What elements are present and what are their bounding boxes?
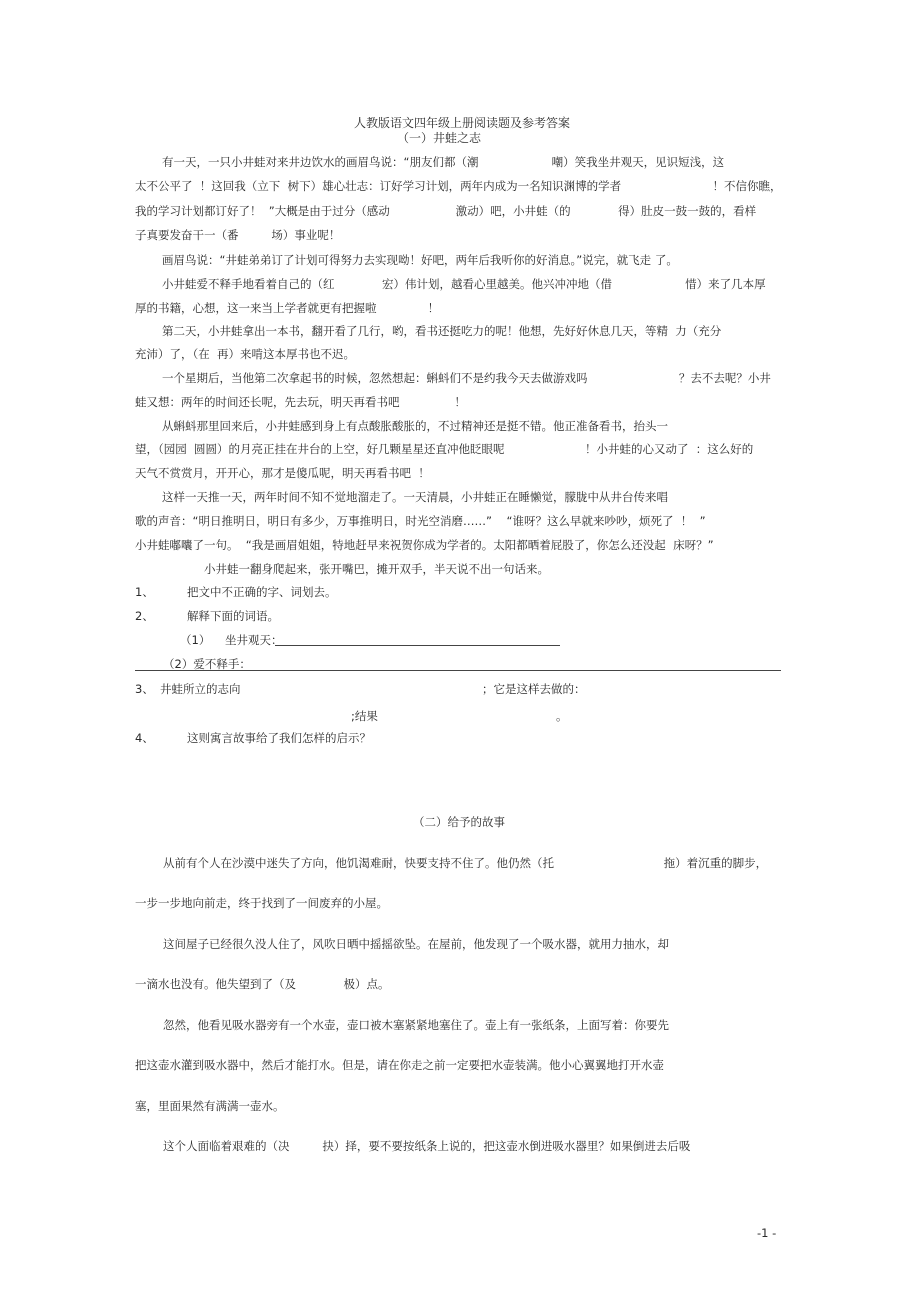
question-4-text: 这则寓言故事给了我们怎样的启示？ <box>187 731 371 745</box>
question-3-text-c: ;结果 <box>351 709 378 723</box>
question-2a-label: （1） 坐井观天： <box>180 633 283 647</box>
question-4-number: 4、 <box>135 731 154 745</box>
question-2b-label: （2）爱不释手： <box>163 657 251 671</box>
question-2-number: 2、 <box>135 609 154 623</box>
paragraph-8: 小井蛙一翻身爬起来，张开嘴巴，摊开双手，半天说不出一句话来。 <box>204 562 549 576</box>
paragraph-6-line-1: 从蝌蚪那里回来后，小井蛙感到身上有点酸胀酸胀的，不过精神还是挺不错。他正准备看书，抬头一 <box>162 419 668 433</box>
page-number: -1 - <box>757 1226 777 1240</box>
question-2-text: 解释下面的词语。 <box>187 609 279 623</box>
story-2-line-1: 从前有个人在沙漠中迷失了方向，他饥渴难耐，快要支持不住了。他仍然（托 拖）着沉重的脚步， <box>163 856 768 870</box>
question-3-number: 3、 <box>135 682 154 696</box>
story-2-line-8: 这个人面临着艰难的（决 抉）择，要不要按纸条上说的，把这壶水倒进吸水器里？如果倒进去后吸 <box>163 1139 691 1153</box>
paragraph-3-line-2: 厚的书籍，心想，这一来当上学者就更有把握啦 ！ <box>135 301 440 315</box>
question-3-text-d: 。 <box>556 709 568 723</box>
paragraph-7-line-3: 小井蛙嘟囔了一句。 “我是画眉姐姐，特地赶早来祝贺你成为学者的。太阳都晒着屁股了，你怎么还没起 床呀？” <box>135 538 714 552</box>
story-2-line-3: 这间屋子已经很久没人住了，风吹日晒中摇摇欲坠。在屋前，他发现了一个吸水器，就用力抽水，却 <box>163 937 669 951</box>
paragraph-4-line-2: 充沛）了，（在 再）来啃这本厚书也不迟。 <box>135 347 356 361</box>
paragraph-5-line-1: 一个星期后，当他第二次拿起书的时候，忽然想起：蝌蚪们不是约我今天去做游戏吗 ？去不去呢？小井 <box>162 371 771 385</box>
paragraph-6-line-3: 天气不赏赏月，开开心，那才是傻瓜呢，明天再看书吧 ！ <box>135 466 430 480</box>
question-2b-answer-line[interactable] <box>135 670 781 671</box>
story-2-line-7: 塞，里面果然有满满一壶水。 <box>135 1099 285 1113</box>
question-1-number: 1、 <box>135 585 154 599</box>
paragraph-7-line-1: 这样一天推一天，两年时间不知不觉地溜走了。一天清晨，小井蛙正在睡懒觉，朦胧中从井台传来唱 <box>162 490 668 504</box>
question-1-text: 把文中不正确的字、词划去。 <box>187 585 337 599</box>
question-3-text-b: ；它是这样去做的： <box>482 682 586 696</box>
paragraph-5-line-2: 蛙又想：两年的时间还长呢，先去玩，明天再看书吧 ！ <box>135 395 466 409</box>
paragraph-1-line-2: 太不公平了 ！这回我（立下 树下）雄心壮志：订好学习计划，两年内成为一名知识渊博的学者 ！不信你瞧， <box>135 179 782 193</box>
section-2-heading: （二）给予的故事 <box>413 815 505 829</box>
story-2-line-5: 忽然，他看见吸水器旁有一个水壶，壶口被木塞紧紧地塞住了。壶上有一张纸条，上面写着：你要先 <box>163 1018 669 1032</box>
question-3-text-a: 井蛙所立的志向 <box>160 682 241 696</box>
story-2-line-6: 把这壶水灌到吸水器中，然后才能打水。但是，请在你走之前一定要把水壶装满。他小心翼翼地打开水壶 <box>135 1058 664 1072</box>
paragraph-1-line-1: 有一天，一只小井蛙对来井边饮水的画眉鸟说：“朋友们都（潮 嘲）笑我坐井观天，见识短浅，这 <box>162 155 725 169</box>
paragraph-3-line-1: 小井蛙爱不释手地看着自己的（红 宏）伟计划，越看心里越美。他兴冲冲地（借 惜）来了几本厚 <box>162 277 766 291</box>
paragraph-7-line-2: 歌的声音：“明日推明日，明日有多少，万事推明日，时光空消磨……” “谁呀？这么早就来吵吵，烦死了 ！ ” <box>135 514 706 528</box>
document-title: 人教版语文四年级上册阅读题及参考答案 <box>354 116 571 130</box>
paragraph-1-line-3: 我的学习计划都订好了！ ”大概是由于过分（感动 激动）吧，小井蛙（的 得）肚皮一鼓一鼓的，看样 <box>135 204 757 218</box>
paragraph-1-line-4: 子真要发奋干一（番 场）事业呢！ <box>135 228 341 242</box>
section-1-heading: （一）井蛙之志 <box>397 131 482 145</box>
paragraph-6-line-2: 望，（园园 圆圆）的月亮正挂在井台的上空，好几颗星星还直冲他眨眼呢 ！小井蛙的心又动了 ：这么好的 <box>135 442 754 456</box>
story-2-line-4: 一滴水也没有。他失望到了（及 极）点。 <box>135 977 390 991</box>
paragraph-2: 画眉鸟说：“井蛙弟弟订了计划可得努力去实现呦！好吧，两年后我听你的好消息。”说完，就飞走 了。 <box>162 253 678 267</box>
paragraph-4-line-1: 第二天，小井蛙拿出一本书，翻开看了几行，哟，看书还挺吃力的呢！他想，先好好休息几天，等精 力（充分 <box>162 324 722 338</box>
question-2a-answer-line[interactable] <box>275 645 560 646</box>
story-2-line-2: 一步一步地向前走，终于找到了一间废弃的小屋。 <box>135 896 388 910</box>
